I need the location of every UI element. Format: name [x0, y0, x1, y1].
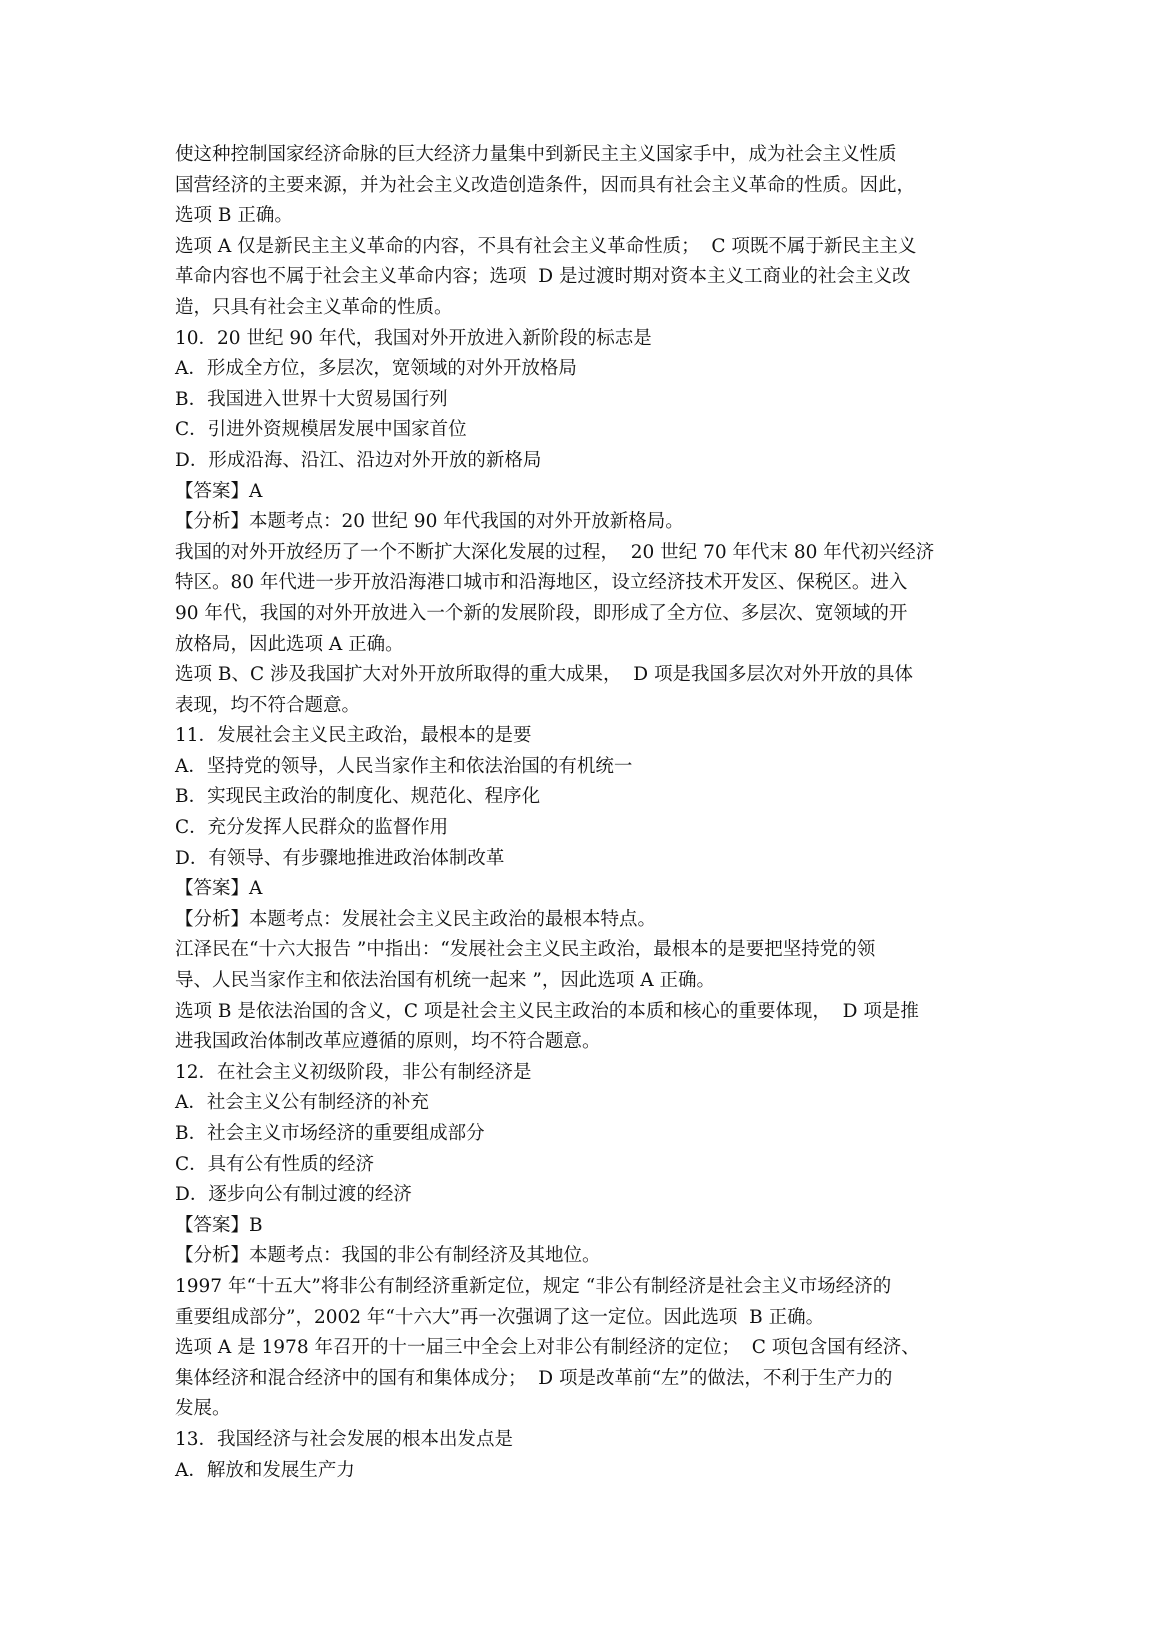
question-10-option-b: B．我国进入世界十大贸易国行列: [175, 388, 448, 410]
text-line: 使这种控制国家经济命脉的巨大经济力量集中到新民主主义国家手中，成为社会主义性质: [175, 144, 897, 165]
text-line: 选项 A 是 1978 年召开的十一届三中全会上对非公有制经济的定位； C 项包含国有经济、: [175, 1337, 920, 1359]
question-10-stem: 10．20 世纪 90 年代，我国对外开放进入新阶段的标志是: [175, 327, 652, 349]
text-line: 90 年代，我国的对外开放进入一个新的发展阶段，即形成了全方位、多层次、宽领域的开: [175, 602, 908, 624]
question-12-option-c: C．具有公有性质的经济: [175, 1153, 375, 1175]
question-10-answer: 【答案】A: [175, 480, 263, 502]
text-line: 集体经济和混合经济中的国有和集体成分； D 项是改革前“左”的做法，不利于生产力的: [175, 1367, 893, 1389]
question-12-analysis: 【分析】本题考点：我国的非公有制经济及其地位。: [175, 1245, 601, 1267]
question-12-option-d: D．逐步向公有制过渡的经济: [175, 1184, 412, 1206]
text-line: 选项 B 是依法治国的含义，C 项是社会主义民主政治的本质和核心的重要体现， D 项是推: [175, 1000, 919, 1022]
text-line: 重要组成部分”，2002 年“十六大”再一次强调了这一定位。因此选项 B 正确。: [175, 1306, 825, 1328]
question-13-option-a: A．解放和发展生产力: [175, 1459, 355, 1481]
question-11-answer: 【答案】A: [175, 878, 263, 900]
text-line: 特区。80 年代进一步开放沿海港口城市和沿海地区，设立经济技术开发区、保税区。进入: [175, 572, 908, 594]
question-11-option-b: B．实现民主政治的制度化、规范化、程序化: [175, 786, 541, 808]
text-line: 造，只具有社会主义革命的性质。: [175, 296, 453, 318]
text-line: 国营经济的主要来源，并为社会主义改造创造条件，因而具有社会主义革命的性质。因此，: [175, 174, 916, 196]
question-10-analysis: 【分析】本题考点：20 世纪 90 年代我国的对外开放新格局。: [175, 511, 684, 533]
question-12-option-a: A．社会主义公有制经济的补充: [175, 1092, 429, 1114]
text-line: 革命内容也不属于社会主义革命内容；选项 D 是过渡时期对资本主义工商业的社会主义改: [175, 266, 911, 288]
question-12-option-b: B．社会主义市场经济的重要组成部分: [175, 1123, 485, 1144]
question-10-option-c: C．引进外资规模居发展中国家首位: [175, 419, 467, 441]
question-11-option-a: A．坚持党的领导，人民当家作主和依法治国的有机统一: [175, 755, 633, 777]
document-body: [175, 140, 985, 1486]
text-line: 选项 B、C 涉及我国扩大对外开放所取得的重大成果， D 项是我国多层次对外开放的具体: [175, 664, 913, 686]
question-10-option-d: D．形成沿海、沿江、沿边对外开放的新格局: [175, 449, 542, 471]
question-13-stem: 13．我国经济与社会发展的根本出发点是: [175, 1428, 514, 1450]
text-line: 放格局，因此选项 A 正确。: [175, 633, 404, 655]
question-11-option-c: C．充分发挥人民群众的监督作用: [175, 817, 449, 839]
text-line: 发展。: [175, 1398, 231, 1420]
text-line: 表现，均不符合题意。: [175, 694, 361, 716]
question-11-stem: 11．发展社会主义民主政治，最根本的是要: [175, 725, 532, 747]
text-line: 选项 A 仅是新民主主义革命的内容，不具有社会主义革命性质； C 项既不属于新民主主义: [175, 235, 917, 257]
text-line: 选项 B 正确。: [175, 205, 293, 227]
question-11-option-d: D．有领导、有步骤地推进政治体制改革: [175, 847, 505, 869]
question-12-stem: 12．在社会主义初级阶段，非公有制经济是: [175, 1061, 532, 1083]
question-12-answer: 【答案】B: [175, 1214, 263, 1236]
text-line: 江泽民在“十六大报告 ”中指出：“发展社会主义民主政治，最根本的是要把坚持党的领: [175, 939, 876, 961]
text-line: 导、人民当家作主和依法治国有机统一起来 ”，因此选项 A 正确。: [175, 970, 715, 992]
text-line: 1997 年“十五大”将非公有制经济重新定位，规定 “非公有制经济是社会主义市场经济的: [175, 1275, 892, 1297]
text-line: 我国的对外开放经历了一个不断扩大深化发展的过程， 20 世纪 70 年代末 80 年代初兴经济: [175, 541, 935, 563]
text-line: 进我国政治体制改革应遵循的原则，均不符合题意。: [175, 1031, 601, 1053]
question-11-analysis: 【分析】本题考点：发展社会主义民主政治的最根本特点。: [175, 908, 657, 930]
question-10-option-a: A．形成全方位，多层次，宽领域的对外开放格局: [175, 358, 577, 380]
